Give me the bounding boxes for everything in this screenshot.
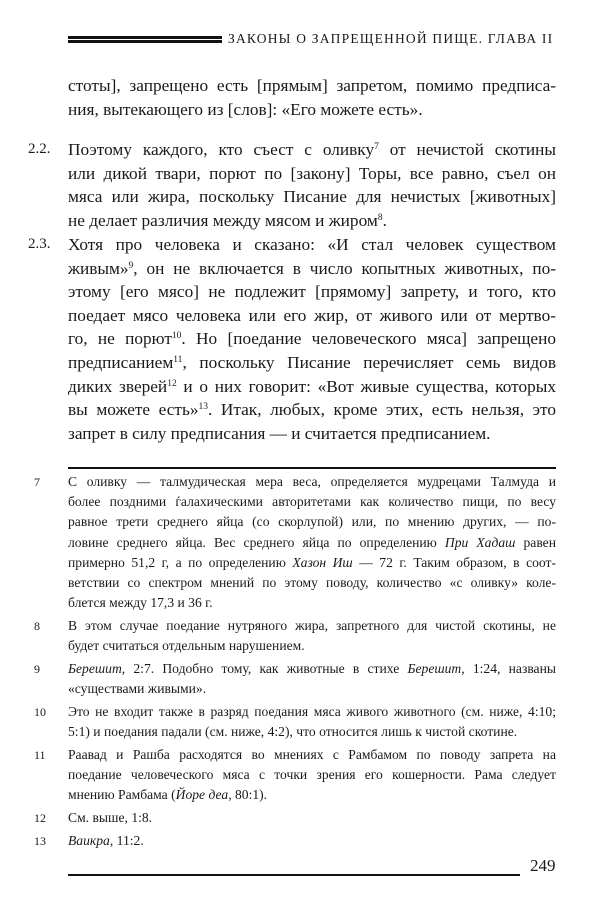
- text-line: [68, 702, 556, 722]
- footnote-number: 9: [34, 662, 40, 676]
- text-line: [68, 162, 556, 186]
- paragraph-number: 2.2.: [28, 141, 51, 157]
- text-segment: В этом случае поедание нутряного жира, запретного для чистой скотины, не: [68, 618, 556, 633]
- text-segment: поедание человеческого мяса с точки зрения его кошерности. Рама следует: [68, 767, 556, 783]
- paragraph: [68, 233, 556, 445]
- text-segment: и о них говорит: «Вот живые существа, которых: [176, 376, 557, 396]
- footnote-number: 7: [34, 475, 40, 489]
- text-line: [68, 257, 556, 281]
- text-segment: или дикой твари, порют по [закону] Торы, все равно, съел он: [68, 163, 556, 183]
- text-line: [68, 492, 556, 512]
- text-segment: живым»: [68, 258, 129, 278]
- text-segment: , 1:24, названы: [461, 661, 556, 676]
- text-line: [68, 375, 556, 399]
- text-segment: , 11:2.: [109, 833, 144, 848]
- footnote-ref[interactable]: 11: [173, 354, 183, 365]
- footnote-divider: [68, 467, 556, 469]
- text-segment: примерно 51,2 г, а по определению: [68, 554, 293, 570]
- text-line: [68, 280, 556, 304]
- text-segment: С оливку — талмудическая мера веса, определяется мудрецами Талмуда и: [68, 474, 556, 489]
- text-segment: . Итак, любых, кроме этих, есть нельзя, это: [208, 400, 557, 420]
- footnote-ref[interactable]: 9: [128, 260, 134, 271]
- text-segment: блется между 17,3 и 36 г.: [68, 595, 213, 611]
- text-segment: предписанием: [68, 352, 174, 372]
- text-segment: , 80:1).: [228, 787, 268, 803]
- text-segment: го, не порют: [68, 329, 172, 349]
- text-line: [68, 74, 556, 98]
- text-segment: ловине среднего яйца. Вес среднего яйца по определению: [68, 534, 445, 550]
- text-segment: вы можете есть»: [68, 400, 199, 420]
- footnote: [68, 659, 556, 699]
- text-segment: равен: [515, 534, 556, 550]
- footnote: [68, 808, 556, 828]
- header-rule-bars: [68, 36, 222, 45]
- text-line: [68, 679, 556, 699]
- text-line: [68, 422, 556, 446]
- paragraph-number: 2.3.: [28, 236, 51, 252]
- footnote-ref[interactable]: 13: [198, 401, 208, 412]
- footnote: [68, 472, 556, 613]
- text-segment: Раавад и Рашба расходятся во мнениях с Рамбамом по поводу запрета на: [68, 747, 556, 762]
- text-line: [68, 636, 556, 656]
- italic-text: При Хадаш: [444, 534, 516, 550]
- text-segment: Поэтому каждого, кто съест с оливку: [68, 140, 375, 159]
- footnote-number: 11: [34, 748, 46, 762]
- italic-text: Йоре деа: [175, 787, 229, 803]
- footnote: [68, 831, 556, 851]
- footer-rule: [68, 874, 520, 876]
- text-line: [68, 808, 556, 828]
- text-line: [68, 512, 556, 532]
- footnote-ref[interactable]: 7: [374, 141, 379, 152]
- text-line: [68, 398, 556, 422]
- text-segment: , он не включается в число копытных животных, по-: [133, 258, 556, 278]
- text-segment: запрет в силу предписания — и считается предписанием.: [68, 423, 491, 443]
- text-line: [68, 616, 556, 636]
- text-segment: ветствии со спектром мнений по этому поводу, количество «с оливку» коле-: [68, 574, 556, 590]
- text-segment: мнению Рамбама (: [68, 787, 176, 803]
- text-line: [68, 573, 556, 593]
- text-line: [68, 185, 556, 209]
- text-segment: будет считаться отдельным нарушением.: [68, 638, 305, 654]
- footnote-number: 10: [34, 705, 46, 719]
- text-segment: стоты], запрещено есть [прямым] запретом, помимо предписа-: [68, 76, 556, 95]
- text-line: [68, 472, 556, 492]
- text-segment: , поскольку Писание перечисляет семь видов: [182, 352, 556, 372]
- footnote: [68, 616, 556, 656]
- text-segment: — 72 г. Таким образом, в соот-: [352, 554, 556, 570]
- text-segment: ния, вытекающего из [слов]: «Его можете есть».: [68, 99, 423, 119]
- text-line: [68, 304, 556, 328]
- text-line: [68, 98, 556, 122]
- text-segment: 5:1) и поедания падали (см. ниже, 4:2), что относится лишь к чистой скотине.: [68, 724, 518, 740]
- text-segment: . Но [поедание человеческого мяса] запрещено: [181, 329, 556, 349]
- text-segment: .: [382, 210, 387, 230]
- text-segment: не делает различия между мясом и жиром: [68, 210, 378, 230]
- footnote: [68, 702, 556, 742]
- text-segment: диких зверей: [68, 376, 168, 396]
- footnote-ref[interactable]: 10: [171, 331, 182, 342]
- text-segment: , 2:7. Подобно тому, как животные в стихе: [121, 661, 408, 676]
- text-segment: «существами живыми».: [68, 681, 207, 697]
- text-line: [68, 785, 556, 805]
- text-line: [68, 831, 556, 851]
- page-number: 249: [530, 856, 556, 875]
- text-line: [68, 533, 556, 553]
- text-line: [68, 233, 556, 257]
- italic-text: Берешит: [68, 661, 122, 676]
- text-segment: этому [его мясо] не подлежит [прямому] запрету, и того, кто: [68, 282, 556, 302]
- footnote-ref[interactable]: 8: [377, 212, 383, 223]
- header-title: ЗАКОНЫ О ЗАПРЕЩЕННОЙ ПИЩЕ. ГЛАВА II: [228, 31, 554, 46]
- text-line: [68, 593, 556, 613]
- text-line: [68, 745, 556, 765]
- text-line: [68, 209, 556, 233]
- paragraph: [68, 138, 556, 232]
- text-segment: Это не входит также в разряд поедания мяса живого животного (см. ниже, 4:10;: [68, 704, 556, 719]
- text-segment: Хотя про человека и сказано: «И стал человек существом: [68, 235, 556, 254]
- text-segment: мяса или жира, поскольку Писание для нечистых [животных]: [68, 187, 556, 207]
- text-line: [68, 351, 556, 375]
- footnote-number: 12: [34, 811, 46, 825]
- text-segment: равное трети среднего яйца (со скорлупой) или, по мнению других, — по-: [68, 514, 556, 530]
- footnote: [68, 745, 556, 806]
- text-segment: См. выше, 1:8.: [68, 810, 153, 825]
- italic-text: Хазон Иш: [292, 554, 353, 570]
- text-line: [68, 722, 556, 742]
- text-segment: от нечистой скотины: [378, 140, 556, 159]
- paragraph: [68, 74, 556, 121]
- text-segment: более поздними ѓалахическими авторитетами как количество пищи, по весу: [68, 494, 556, 510]
- italic-text: Ваикра: [68, 833, 110, 848]
- text-segment: поедает мясо человека или его жир, от живого или от мертво-: [68, 305, 556, 325]
- text-line: [68, 138, 556, 162]
- italic-text: Берешит: [407, 661, 462, 676]
- text-line: [68, 553, 556, 573]
- text-line: [68, 659, 556, 679]
- footnote-ref[interactable]: 12: [167, 378, 177, 389]
- footnote-number: 13: [34, 834, 46, 848]
- text-line: [68, 765, 556, 785]
- footnote-number: 8: [34, 619, 40, 633]
- text-line: [68, 327, 556, 351]
